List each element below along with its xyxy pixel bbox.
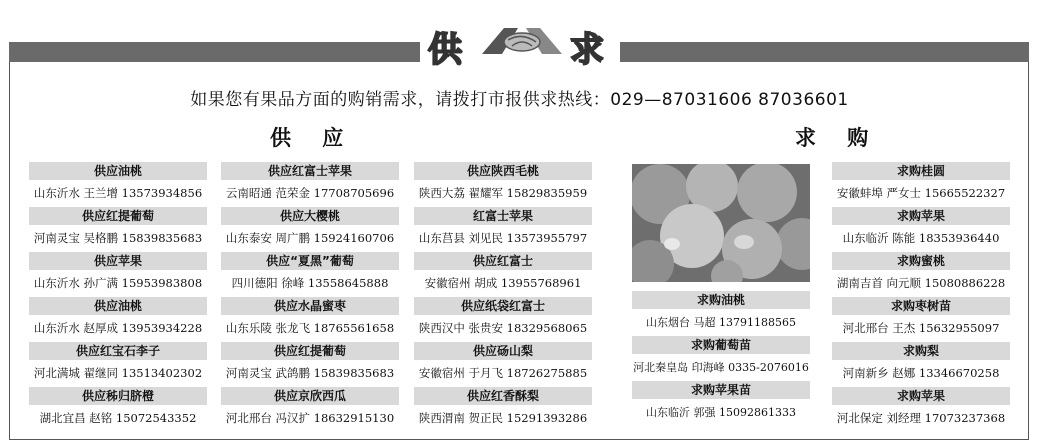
list-item bbox=[632, 291, 810, 336]
list-item bbox=[221, 387, 399, 432]
list-item bbox=[221, 252, 399, 297]
item-heading: 供应大樱桃 bbox=[221, 207, 399, 225]
item-heading: 供应红提葡萄 bbox=[29, 207, 207, 225]
item-contact: 河南新乡 赵娜 13346670258 bbox=[842, 366, 1000, 380]
item-contact: 河北邢台 王杰 15632955097 bbox=[842, 321, 1000, 335]
list-item bbox=[414, 342, 592, 387]
banner bbox=[420, 16, 620, 68]
item-heading: 供应油桃 bbox=[29, 162, 207, 180]
item-heading: 供应红富士 bbox=[414, 252, 592, 270]
item-contact: 山东沂水 赵厚成 13953934228 bbox=[33, 321, 203, 335]
item-heading: 供应纸袋红富士 bbox=[414, 297, 592, 315]
list-item bbox=[29, 162, 207, 207]
list-item bbox=[29, 387, 207, 432]
list-item bbox=[29, 252, 207, 297]
demand-title: 求 购 bbox=[795, 126, 881, 150]
item-contact: 山东沂水 王兰增 13573934856 bbox=[33, 186, 203, 200]
item-contact: 山东莒县 刘见民 13573955797 bbox=[418, 231, 588, 245]
item-heading: 供应红香酥梨 bbox=[414, 387, 592, 405]
item-heading: 供应苹果 bbox=[29, 252, 207, 270]
item-heading: 供应红宝石李子 bbox=[29, 342, 207, 360]
item-contact: 河北邢台 冯汉扩 18632915130 bbox=[225, 411, 395, 425]
list-item bbox=[632, 336, 810, 381]
list-item bbox=[832, 297, 1010, 342]
item-contact: 河南灵宝 武鸽鹏 15839835683 bbox=[225, 366, 395, 380]
list-item bbox=[414, 162, 592, 207]
item-contact: 湖南吉首 向元顺 15080886228 bbox=[836, 276, 1006, 290]
list-item bbox=[29, 297, 207, 342]
hotline-text: 如果您有果品方面的购销需求，请拨打市报供求热线：029—87031606 87036601 bbox=[190, 90, 849, 110]
list-item bbox=[221, 342, 399, 387]
supply-column-1 bbox=[29, 162, 207, 432]
list-item bbox=[832, 387, 1010, 432]
banner-right-char: 求 bbox=[570, 30, 604, 70]
banner-left-char: 供 bbox=[428, 30, 462, 70]
item-contact: 安徽宿州 于月飞 18726275885 bbox=[418, 366, 588, 380]
item-heading: 供应京欣西瓜 bbox=[221, 387, 399, 405]
list-item bbox=[414, 387, 592, 432]
item-heading: 供应“夏黑”葡萄 bbox=[221, 252, 399, 270]
list-item bbox=[632, 381, 810, 426]
item-contact: 河北秦皇岛 印海峰 0335-2076016 bbox=[633, 361, 809, 374]
demand-photo-column bbox=[632, 291, 810, 426]
item-heading: 求购桂圆 bbox=[832, 162, 1010, 180]
item-heading: 供应油桃 bbox=[29, 297, 207, 315]
item-heading: 供应秭归脐橙 bbox=[29, 387, 207, 405]
item-contact: 陕西大荔 翟耀军 15829835959 bbox=[418, 186, 588, 200]
list-item bbox=[414, 207, 592, 252]
item-contact: 四川德阳 徐峰 13558645888 bbox=[231, 276, 389, 290]
handshake-icon bbox=[482, 24, 562, 64]
item-contact: 山东乐陵 张龙飞 18765561658 bbox=[225, 321, 395, 335]
item-contact: 陕西渭南 贺正民 15291393286 bbox=[418, 411, 588, 425]
item-heading: 求购枣树苗 bbox=[832, 297, 1010, 315]
item-contact: 湖北宜昌 赵铭 15072543352 bbox=[39, 411, 197, 425]
item-contact: 山东泰安 周广鹏 15924160706 bbox=[225, 231, 395, 245]
list-item bbox=[221, 162, 399, 207]
item-contact: 河南灵宝 吴格鹏 15839835683 bbox=[33, 231, 203, 245]
list-item bbox=[832, 207, 1010, 252]
item-heading: 供应砀山梨 bbox=[414, 342, 592, 360]
supply-column-2 bbox=[221, 162, 399, 432]
list-item bbox=[221, 207, 399, 252]
item-heading: 求购苹果 bbox=[832, 387, 1010, 405]
item-contact: 山东烟台 马超 13791188565 bbox=[646, 316, 796, 329]
item-heading: 求购梨 bbox=[832, 342, 1010, 360]
item-contact: 云南昭通 范荣金 17708705696 bbox=[225, 186, 395, 200]
list-item bbox=[414, 297, 592, 342]
item-heading: 供应红富士苹果 bbox=[221, 162, 399, 180]
item-heading: 求购苹果 bbox=[832, 207, 1010, 225]
item-heading: 求购油桃 bbox=[632, 291, 810, 309]
supply-column-3 bbox=[414, 162, 592, 432]
item-contact: 河北保定 刘经理 17073237368 bbox=[836, 411, 1006, 425]
supply-title: 供 应 bbox=[270, 126, 356, 150]
item-contact: 山东沂水 孙广满 15953983808 bbox=[33, 276, 203, 290]
item-contact: 陕西汉中 张贵安 18329568065 bbox=[418, 321, 588, 335]
item-heading: 供应水晶蜜枣 bbox=[221, 297, 399, 315]
item-heading: 供应陕西毛桃 bbox=[414, 162, 592, 180]
list-item bbox=[832, 162, 1010, 207]
item-contact: 安徽宿州 胡成 13955768961 bbox=[424, 276, 582, 290]
item-contact: 河北满城 翟继同 13513402302 bbox=[33, 366, 203, 380]
item-contact: 山东临沂 郭强 15092861333 bbox=[646, 406, 796, 419]
list-item bbox=[414, 252, 592, 297]
demand-column bbox=[832, 162, 1010, 432]
item-heading: 求购葡萄苗 bbox=[632, 336, 810, 354]
item-heading: 供应红提葡萄 bbox=[221, 342, 399, 360]
list-item bbox=[832, 252, 1010, 297]
item-contact: 安徽蚌埠 严女士 15665522327 bbox=[836, 186, 1006, 200]
item-contact: 山东临沂 陈能 18353936440 bbox=[842, 231, 1000, 245]
peaches-photo bbox=[632, 164, 810, 282]
list-item bbox=[221, 297, 399, 342]
item-heading: 求购蜜桃 bbox=[832, 252, 1010, 270]
item-heading: 红富士苹果 bbox=[414, 207, 592, 225]
list-item bbox=[29, 207, 207, 252]
list-item bbox=[29, 342, 207, 387]
list-item bbox=[832, 342, 1010, 387]
item-heading: 求购苹果苗 bbox=[632, 381, 810, 399]
